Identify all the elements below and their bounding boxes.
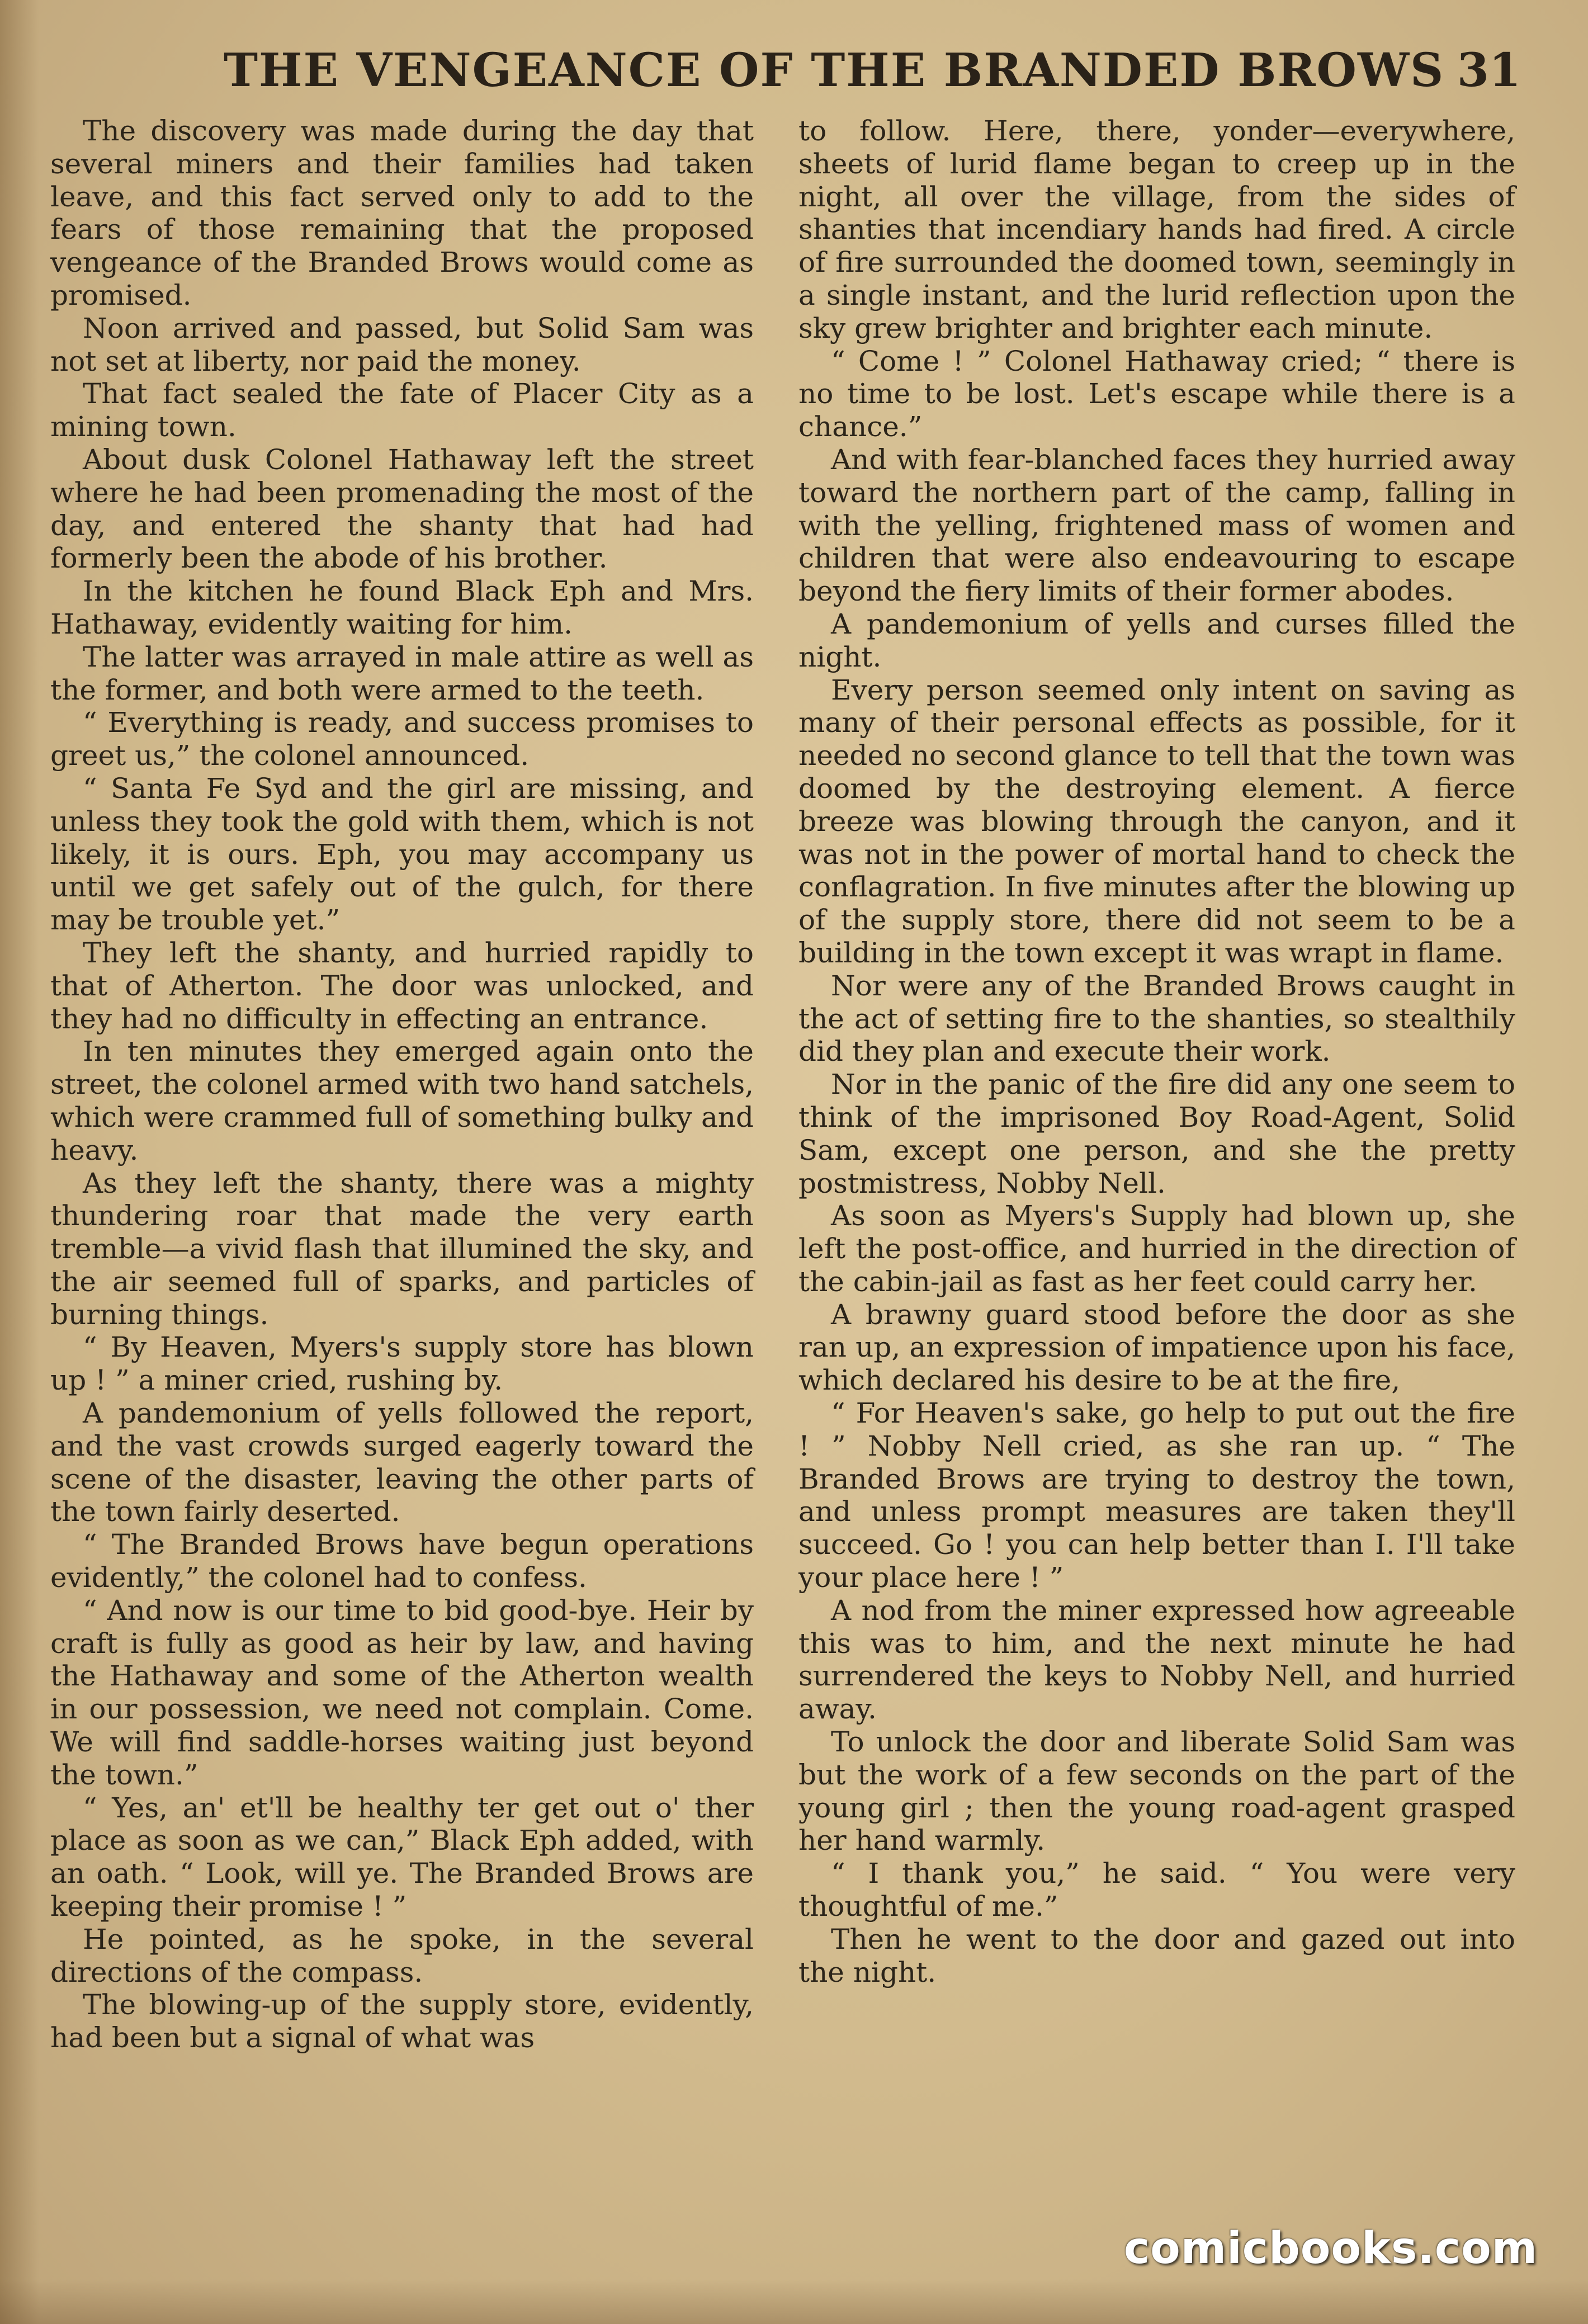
paragraph: Noon arrived and passed, but Solid Sam was not set at liberty, nor paid the money.	[50, 311, 754, 377]
page-edge-shadow	[0, 0, 39, 2324]
paragraph: “ For Heaven's sake, go help to put out the fire ! ” Nobby Nell cried, as she ran up. “ The Branded Brows are trying to destroy the town, and unless prompt measures are taken they'll succeed. Go ! you can help better than I. I'll take your place here ! ”	[798, 1397, 1515, 1594]
paragraph: “ By Heaven, Myers's supply store has blown up ! ” a miner cried, rushing by.	[50, 1331, 754, 1397]
paragraph: A pandemonium of yells and curses filled the night.	[798, 607, 1515, 673]
paragraph: That fact sealed the fate of Placer City as a mining town.	[50, 377, 754, 443]
paragraph: In ten minutes they emerged again onto the street, the colonel armed with two hand satchels, which were crammed full of something bulky and heavy.	[50, 1035, 754, 1166]
paragraph: The latter was arrayed in male attire as well as the former, and both were armed to the teeth.	[50, 640, 754, 706]
paragraph: And with fear-blanched faces they hurried away toward the northern part of the camp, falling in with the yelling, frightened mass of women and children that were also endeavouring to escape beyond the fiery limits of their former abodes.	[798, 443, 1515, 608]
paragraph: “ Everything is ready, and success promises to greet us,” the colonel announced.	[50, 706, 754, 772]
page-header	[224, 44, 1521, 116]
paragraph: “ Yes, an' et'll be healthy ter get out o' ther place as soon as we can,” Black Eph added, with an oath. “ Look, will ye. The Branded Brows are keeping their promise ! ”	[50, 1791, 754, 1923]
paragraph: Every person seemed only intent on saving as many of their personal effects as possible, for it needed no second glance to tell that the town was doomed by the destroying element. A fierce breeze was blowing through the canyon, and it was not in the power of mortal hand to check the conflagration. In five minutes after the blowing up of the supply store, there did not seem to be a building in the town except it was wrapt in flame.	[798, 673, 1515, 969]
page-number: 31	[1457, 44, 1521, 97]
paragraph: “ Come ! ” Colonel Hathaway cried; “ there is no time to be lost. Let's escape while there is a chance.”	[798, 344, 1515, 443]
paragraph: A nod from the miner expressed how agreeable this was to him, and the next minute he had surrendered the keys to Nobby Nell, and hurried away.	[798, 1594, 1515, 1726]
site-watermark: comicbooks.com	[1123, 2223, 1538, 2274]
paragraph: As soon as Myers's Supply had blown up, she left the post-office, and hurried in the direction of the cabin-jail as fast as her feet could carry her.	[798, 1199, 1515, 1298]
paragraph: “ Santa Fe Syd and the girl are missing, and unless they took the gold with them, which is not likely, it is ours. Eph, you may accompany us until we get safely out of the gulch, for there may be trouble yet.”	[50, 772, 754, 937]
paragraph: Nor in the panic of the fire did any one seem to think of the imprisoned Boy Road-Agent, Solid Sam, except one person, and she the pretty postmistress, Nobby Nell.	[798, 1068, 1515, 1199]
page-bottom-shadow	[0, 2279, 1588, 2324]
paragraph: About dusk Colonel Hathaway left the street where he had been promenading the most of the day, and entered the shanty that had had formerly been the abode of his brother.	[50, 443, 754, 575]
running-title: THE VENGEANCE OF THE BRANDED BROWS	[224, 44, 1445, 97]
paragraph: They left the shanty, and hurried rapidly to that of Atherton. The door was unlocked, and they had no difficulty in effecting an entrance.	[50, 936, 754, 1035]
paragraph: As they left the shanty, there was a mighty thundering roar that made the very earth tremble—a vivid flash that illumined the sky, and the air seemed full of sparks, and particles of burning things.	[50, 1166, 754, 1331]
paragraph: He pointed, as he spoke, in the several directions of the compass.	[50, 1923, 754, 1988]
paragraph: “ The Branded Brows have begun operations evidently,” the colonel had to confess.	[50, 1528, 754, 1594]
left-text-column	[50, 115, 754, 2054]
paragraph: In the kitchen he found Black Eph and Mrs. Hathaway, evidently waiting for him.	[50, 575, 754, 640]
paragraph: A brawny guard stood before the door as she ran up, an expression of impatience upon his face, which declared his desire to be at the fire,	[798, 1298, 1515, 1397]
paragraph: “ I thank you,” he said. “ You were very thoughtful of me.”	[798, 1857, 1515, 1923]
right-text-column	[798, 115, 1515, 1988]
paragraph: “ And now is our time to bid good-bye. Heir by craft is fully as good as heir by law, and having the Hathaway and some of the Atherton wealth in our possession, we need not complain. Come. We will find saddle-horses waiting just beyond the town.”	[50, 1594, 754, 1791]
paragraph: Then he went to the door and gazed out into the night.	[798, 1923, 1515, 1988]
paragraph: The blowing-up of the supply store, evidently, had been but a signal of what was	[50, 1988, 754, 2054]
paragraph: Nor were any of the Branded Brows caught in the act of setting fire to the shanties, so stealthily did they plan and execute their work.	[798, 969, 1515, 1068]
paragraph: A pandemonium of yells followed the report, and the vast crowds surged eagerly toward the scene of the disaster, leaving the other parts of the town fairly deserted.	[50, 1397, 754, 1528]
paragraph: The discovery was made during the day that several miners and their families had taken leave, and this fact served only to add to the fears of those remaining that the proposed vengeance of the Branded Brows would come as promised.	[50, 115, 754, 311]
paragraph: to follow. Here, there, yonder—everywhere, sheets of lurid flame began to creep up in the night, all over the village, from the sides of shanties that incendiary hands had fired. A circle of fire surrounded the doomed town, seemingly in a single instant, and the lurid reflection upon the sky grew brighter and brighter each minute.	[798, 115, 1515, 344]
paragraph: To unlock the door and liberate Solid Sam was but the work of a few seconds on the part of the young girl ; then the young road-agent grasped her hand warmly.	[798, 1726, 1515, 1857]
